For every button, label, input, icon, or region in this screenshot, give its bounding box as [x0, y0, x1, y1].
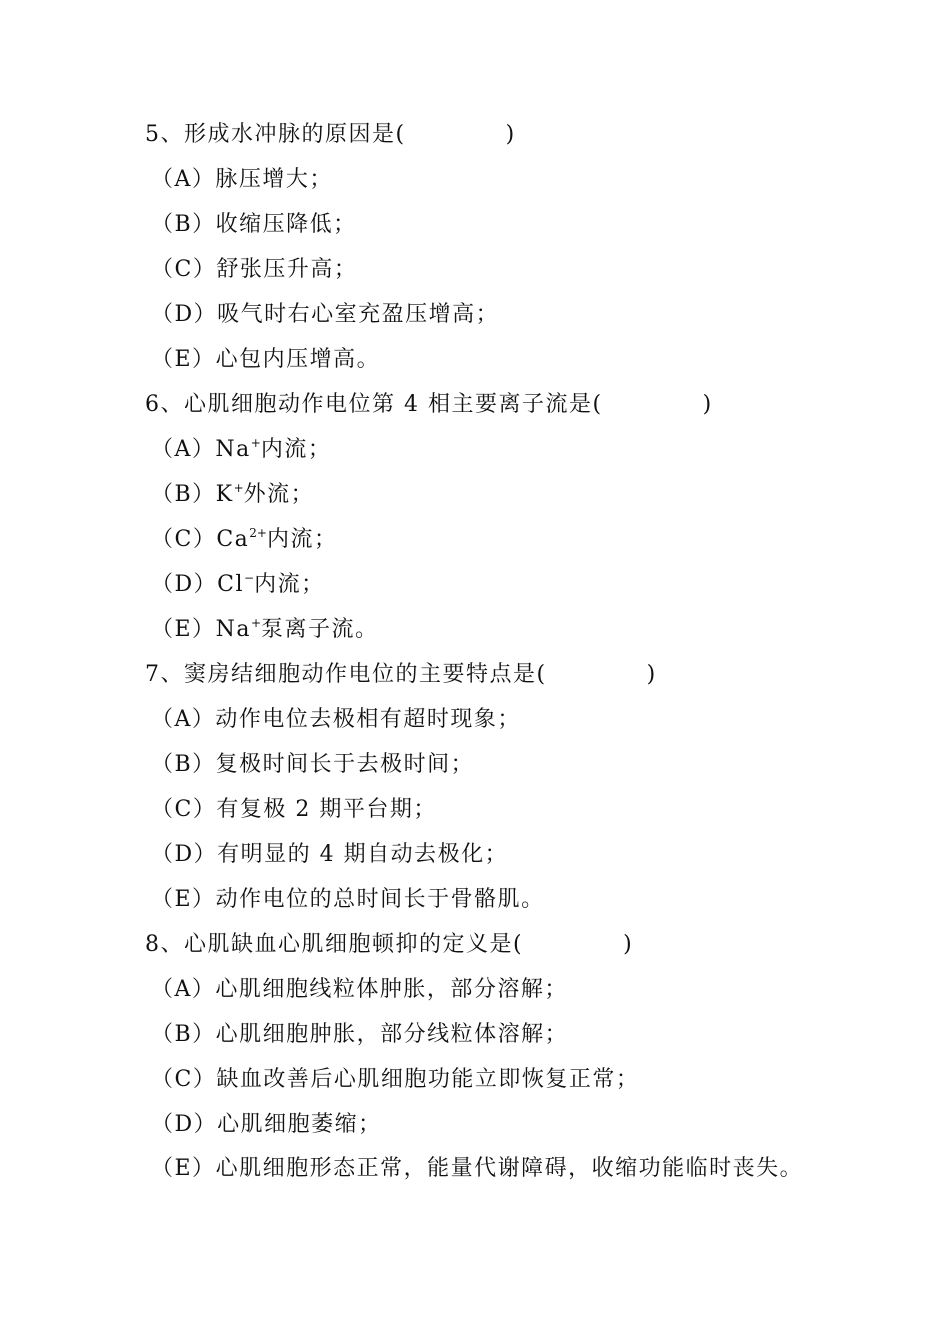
question-6-text: 6、心肌细胞动作电位第 4 相主要离子流是(	[145, 392, 603, 417]
option-text: 吸气时右心室充盈压增高；	[217, 302, 500, 327]
option-5a	[145, 157, 810, 202]
option-5c	[145, 247, 810, 292]
option-text: 有明显的 4 期自动去极化；	[217, 842, 509, 867]
option-text: 有复极 2 期平台期；	[216, 797, 437, 822]
option-text: 内流；	[260, 437, 332, 462]
option-label: （E）	[151, 1156, 216, 1181]
ion-symbol: Na	[215, 437, 251, 462]
option-6c	[145, 517, 810, 562]
question-list	[145, 112, 810, 1184]
question-7-close-paren: )	[646, 662, 657, 687]
option-8b	[145, 1012, 810, 1057]
option-label: （E）	[151, 887, 216, 912]
option-label: （A）	[151, 977, 216, 1002]
option-text: 动作电位去极相有超时现象；	[215, 707, 521, 732]
ion-charge: −	[244, 571, 255, 585]
option-8d	[145, 1102, 810, 1147]
option-label: （B）	[151, 482, 216, 507]
option-text: 泵离子流。	[261, 617, 379, 642]
option-label: （C）	[151, 797, 217, 822]
option-label: （D）	[151, 572, 218, 597]
ion-charge: +	[233, 481, 244, 495]
option-label: （B）	[151, 212, 216, 237]
question-8-text: 8、心肌缺血心肌细胞顿抑的定义是(	[145, 932, 524, 957]
question-6-close-paren: )	[702, 392, 713, 417]
ion-symbol: Cl	[217, 572, 245, 597]
ion-symbol: Na	[215, 617, 251, 642]
option-text: 心肌细胞形态正常，能量代谢障碍，收缩功能临时丧失。	[215, 1156, 804, 1181]
option-label: （E）	[151, 617, 216, 642]
ion-symbol: K	[215, 482, 234, 507]
option-text: 心包内压增高。	[215, 347, 381, 372]
option-label: （D）	[151, 1112, 218, 1137]
option-label: （D）	[151, 302, 218, 327]
option-text: 外流；	[243, 482, 315, 507]
option-5e	[145, 337, 810, 382]
ion-symbol: Ca	[216, 527, 250, 552]
question-8-close-paren: )	[623, 932, 634, 957]
ion-charge: 2+	[249, 526, 267, 540]
option-text: 心肌细胞萎缩；	[217, 1112, 382, 1137]
question-7-stem	[145, 652, 810, 697]
option-text: 心肌细胞线粒体肿胀，部分溶解；	[215, 977, 568, 1002]
option-text: 舒张压升高；	[216, 257, 358, 282]
option-text: 复极时间长于去极时间；	[215, 752, 475, 777]
question-5-stem	[145, 112, 810, 157]
question-6-stem	[145, 382, 810, 427]
option-label: （A）	[151, 707, 216, 732]
option-label: （D）	[151, 842, 218, 867]
option-label: （E）	[151, 347, 216, 372]
option-text: 心肌细胞肿胀，部分线粒体溶解；	[215, 1022, 569, 1047]
question-8-stem	[145, 922, 810, 967]
ion-charge: +	[250, 436, 261, 450]
option-5d	[145, 292, 810, 337]
option-7e	[145, 877, 810, 922]
option-label: （C）	[151, 527, 217, 552]
option-text: 缺血改善后心肌细胞功能立即恢复正常；	[216, 1067, 640, 1092]
option-6d	[145, 562, 810, 607]
question-5-close-paren: )	[505, 122, 516, 147]
option-label: （C）	[151, 1067, 217, 1092]
option-label: （A）	[151, 437, 216, 462]
option-label: （B）	[151, 752, 216, 777]
option-8c	[145, 1057, 810, 1102]
option-6b	[145, 472, 810, 517]
option-7d	[145, 832, 810, 877]
question-7-text: 7、窦房结细胞动作电位的主要特点是(	[145, 662, 547, 687]
option-7c	[145, 787, 810, 832]
option-5b	[145, 202, 810, 247]
question-5-text: 5、形成水冲脉的原因是(	[145, 122, 406, 147]
option-label: （A）	[151, 167, 216, 192]
option-text: 内流；	[254, 572, 325, 597]
option-label: （C）	[151, 257, 217, 282]
option-text: 动作电位的总时间长于骨骼肌。	[215, 887, 545, 912]
option-label: （B）	[151, 1022, 216, 1047]
option-6a	[145, 427, 810, 472]
option-8a	[145, 967, 810, 1012]
option-6e	[145, 607, 810, 652]
ion-charge: +	[250, 616, 261, 630]
option-text: 脉压增大；	[215, 167, 333, 192]
option-7b	[145, 742, 810, 787]
option-text: 内流；	[267, 527, 338, 552]
option-8e	[145, 1147, 810, 1184]
option-text: 收缩压降低；	[215, 212, 357, 237]
option-7a	[145, 697, 810, 742]
